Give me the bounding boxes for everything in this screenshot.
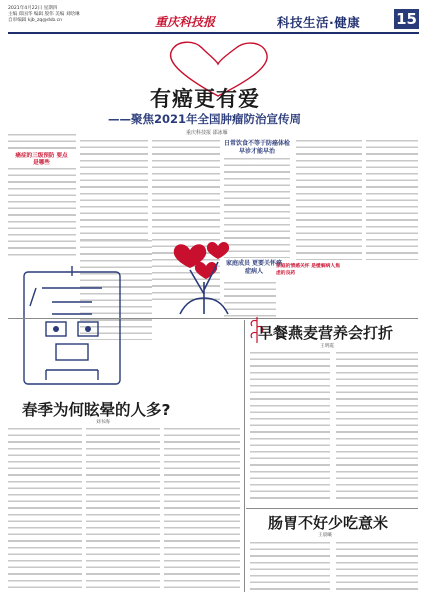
subhead-early-screening: 日常饮食不等于防癌体检 早诊才能早治 <box>224 140 291 155</box>
dizzy-article-byline: 刘书海 <box>96 420 110 425</box>
dizzy-column-3 <box>164 428 240 592</box>
cancer-character-illustration <box>16 262 128 394</box>
dizzy-column-1 <box>8 428 82 592</box>
subhead-family-care: 家庭成员 更要关怀癌症病人 <box>225 260 283 275</box>
email-line: 自审编辑 kjb_zq@dsb.cn <box>8 18 63 24</box>
header-rule <box>8 32 419 34</box>
lead-headline: 有癌更有爱 <box>150 86 260 111</box>
date-line: 2021年4月22日 星期四 <box>8 6 58 11</box>
lead-subtitle: ——聚焦2021年全国肿瘤防治宣传周 <box>108 112 302 126</box>
gut-article-headline: 肠胃不好少吃意米 <box>268 514 389 532</box>
section-divider <box>8 318 418 319</box>
oat-article-byline: 王明霞 <box>320 344 334 349</box>
oat-column-1 <box>250 352 330 502</box>
lead-column-5 <box>296 140 362 260</box>
column-divider <box>244 320 245 592</box>
section-title: 科技生活·健康 <box>277 15 361 30</box>
oat-article-headline: 早餐燕麦营养会打折 <box>258 324 394 342</box>
lead-column-6 <box>366 140 418 260</box>
oat-column-2 <box>336 352 418 502</box>
editor-line: 主编 郑国华 编辑 殷伟 美编 刘晗琳 <box>8 12 80 18</box>
red-pull-quote: 家庭的情感关怀 是缓解病人焦虑的良药 <box>276 264 341 277</box>
dizzy-article-headline: 春季为何眩晕的人多? <box>22 401 171 419</box>
lead-intro-text <box>8 134 76 152</box>
header-meta <box>8 6 80 25</box>
lead-byline: 重庆科技报 邵冰雁 <box>186 130 228 136</box>
gut-article-byline: 王晨曦 <box>318 533 332 538</box>
gut-column-1 <box>250 542 330 592</box>
right-divider <box>246 508 418 509</box>
heart-tree-illustration <box>160 236 248 316</box>
dizzy-column-2 <box>86 428 160 592</box>
pull-quote: 癌症的三级预防 要点是哪些 <box>15 153 68 167</box>
lead-column-2 <box>80 140 148 240</box>
lead-column-1 <box>8 168 76 260</box>
gut-column-2 <box>336 542 418 592</box>
page-number: 15 <box>394 9 419 29</box>
newspaper-logo: 重庆科技报 <box>155 15 216 29</box>
